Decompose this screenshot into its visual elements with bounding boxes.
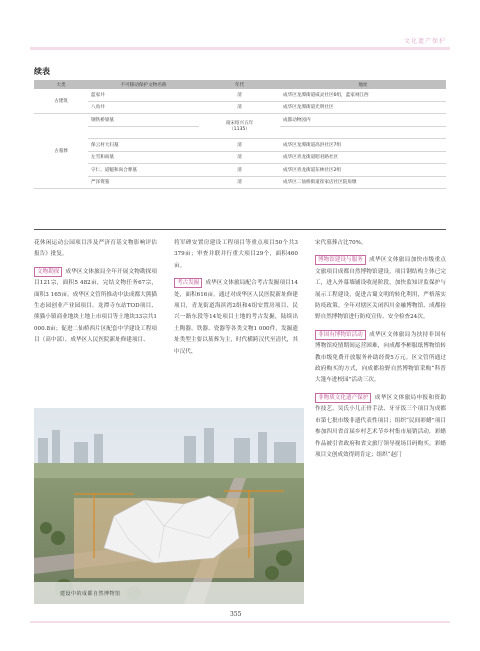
table-row (34, 114, 446, 127)
text-column-3 (315, 238, 446, 461)
section-tag: 非国有博物馆活动 (315, 330, 366, 340)
era-cell: 南宋绍兴五年 （1135） (199, 114, 280, 139)
relic-name: 保云村大归墓 (88, 139, 199, 152)
paragraph: 将军碑安置房建设工程项目等重点项目50个共3 379亩；审查并联并行重大项目29个，面积460亩。 (174, 240, 298, 269)
era-cell: 清 (199, 164, 280, 177)
address-cell: 成华区龙潭街道光明社区 (280, 101, 446, 114)
era-cell: 清 (199, 176, 280, 189)
table-header: 地址 (280, 80, 446, 89)
address-cell: 成华区龙潭街道威灵社区6组，蓝家祠江西 (280, 89, 446, 101)
table-row (34, 139, 446, 152)
heritage-table (34, 80, 446, 189)
section-tag: 文物勘探 (34, 267, 62, 277)
paragraph (315, 255, 446, 323)
page-number: 355 (230, 611, 242, 618)
photo-caption: 建设中的成都自然博物馆 (60, 591, 121, 597)
paragraph-text: 成华区文体旅局加快市级重点文旅项目成都自然博物馆建设，项目钢结构主体已完工，进入外幕墙铺设收尾阶段，加快监知评监保护与展示工程建设，促进古蜀文明的转化利用，严格落实防疫政策。全年对辖区关闭四川金融博物馆、成都捡野自然博物馆进行防疫宣传、安全检查24次。 (315, 257, 446, 321)
relic-name: 左雪和尚墓 (88, 151, 199, 164)
section-tag: 博物馆建设与服务 (315, 255, 366, 265)
text-column-1 (34, 238, 157, 347)
paragraph: 花休闲运动公园项目涉及严济育基文物影响评估报告》批复。 (34, 240, 157, 258)
relic-name: 八角井 (88, 101, 199, 114)
era-cell: 清 (199, 89, 280, 101)
table-row (34, 89, 446, 101)
section-tag: 非物质文化遗产保护 (315, 393, 371, 403)
paragraph (315, 330, 446, 387)
era-cell: 清 (199, 101, 280, 114)
table-row (34, 151, 446, 164)
table-header: 大类 (34, 80, 88, 89)
era-cell: 清 (199, 139, 280, 152)
address-cell: 成华区龙潭街道高洪社区7组 (280, 139, 446, 152)
museum-photo (34, 408, 304, 604)
paragraph-text: 成华区文体旅局为扶持非国有博物馆疫情期间运营困难，向成都李彬服纸博物馆转教市级免费开放服务补助经费5万元。区文管所通过政府购买的方式，向成都捡野自然博物馆采购“科普大篷车进校园”活动三次。 (315, 331, 446, 384)
museum-construction-image (34, 408, 304, 604)
address-cell (280, 126, 446, 139)
paragraph (34, 267, 157, 347)
paragraph (174, 278, 298, 358)
continued-label: 续表 (34, 67, 50, 76)
relic-name: 严泽资墓 (88, 176, 199, 189)
category-cell: 古墓葬 (34, 114, 88, 189)
address-cell: 成华区青龙街道东林社区2组 (280, 164, 446, 177)
header-bar (30, 47, 450, 50)
paragraph (315, 393, 446, 461)
text-column-2 (174, 238, 298, 358)
paragraph-text: 成华区文体旅局配合考古发掘项目14处，面积616亩。通过对成华区人民医院新址修建项目，青龙街道海滨湾2组和4组安置房项目、民兴一路东段等14处项目土地的考古发掘，陆续出土陶器、铁器、瓷器等各类文物1 000件，发掘遗址类型主要以墓葬为主，时代横跨汉代至清代，其中汉代、 (174, 280, 298, 355)
paragraph: 宋代墓葬占比70%。 (315, 240, 367, 246)
era-cell: 清 (199, 151, 280, 164)
table-header: 年代 (199, 80, 280, 89)
table-row (34, 176, 446, 189)
relic-name: 守仁、道魁和尚合葬墓 (88, 164, 199, 177)
relic-name: 钢铁桥梁墓 (88, 114, 199, 127)
table-header-row (34, 80, 446, 89)
relic-name: 蓝家井 (88, 89, 199, 101)
relic-name (88, 126, 199, 139)
footer-bar (30, 621, 450, 623)
paragraph-text: 成华区文体旅局全年开展文物勘探项目121宗，面积5 482亩，完结文物任务67宗，面积3 165亩。成华区文管所推动中法成都大熊猫生态园创业产业园项目、龙潭寺东站TOD项目、熊猫小镇商业地块土地上市项目等土地块33宗共1 000.8亩；促进二仙桥西片区配套中学建设工程项目（高中部）、成华区人民医院新址修建项目、 (34, 268, 157, 344)
table-row (34, 164, 446, 177)
address-cell: 成都动物园内 (280, 114, 446, 127)
paragraph-text: 成华区文体旅局申报和资助作技艺、吴氏小儿正骨手法、牙牙饭三个项目为成都市第七批市级非遗代表性项目；组织“民间彩蜡”项目参加四川省首届乡村艺术节乡村集市展销活动，彩蜡作品被引省政府和省文旅厅领导视场目码购买。彩蜡项目文创成效得到肯定；组织“赵门 (315, 394, 446, 458)
table-header: 不可移动保护文物名称 (88, 80, 199, 89)
section-header: 文化遗产保护 (403, 38, 446, 45)
address-cell: 成华区二仙桥街道崔家店社区院角墩 (280, 176, 446, 189)
table-row (34, 101, 446, 114)
category-cell: 古建筑 (34, 89, 88, 114)
table-bottom-rule (34, 229, 446, 230)
section-tag: 考古发掘 (174, 278, 202, 288)
address-cell: 成华区青龙街道昭君路社区 (280, 151, 446, 164)
